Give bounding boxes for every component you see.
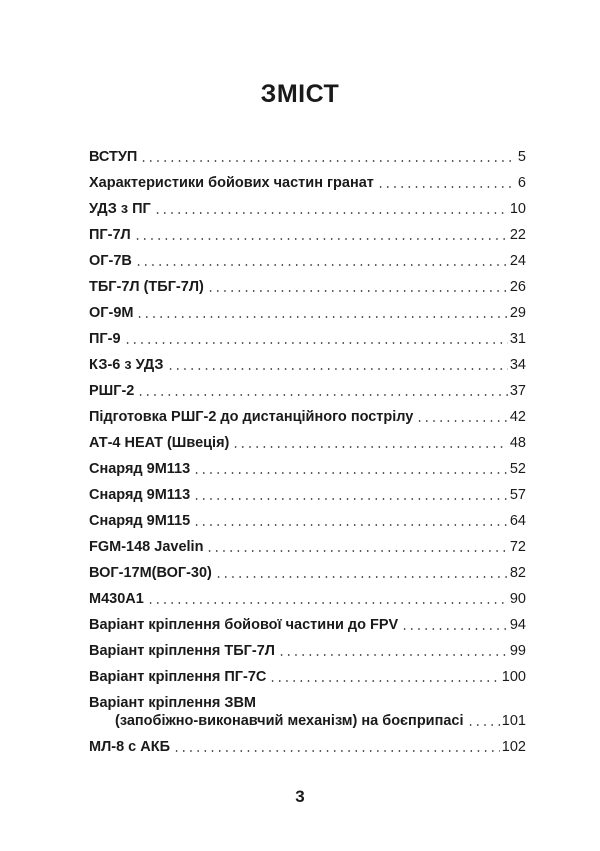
toc-entry-label: ОГ-9М [89,305,134,321]
toc-entry-label: АТ-4 HEAT (Швеція) [89,435,230,451]
dot-leader [140,160,512,162]
dot-leader [167,368,508,370]
toc-entry-label: Снаряд 9М113 [89,461,191,477]
toc-entry-label: FGM-148 Javelin [89,539,204,555]
toc-entry-label: РШГ-2 [89,383,135,399]
dot-leader [207,290,508,292]
dot-leader [193,472,508,474]
toc-entry-page: 31 [509,331,526,347]
toc-entry-label: ПГ-9 [89,331,121,347]
dot-leader [147,602,508,604]
dot-leader [416,420,507,422]
toc-entry-label: Варіант кріплення бойової частини до FPV [89,617,399,633]
dot-leader [173,750,500,752]
page-number: 3 [295,787,305,806]
toc-entry[interactable] [89,140,526,166]
toc-entry-label: Підготовка РШГ-2 до дистанційного пострілу [89,409,414,425]
dot-leader [215,576,508,578]
toc-entry-page: 5 [517,149,526,165]
toc-entry-page: 64 [509,513,526,529]
toc-entry-page: 82 [509,565,526,581]
dot-leader [206,550,507,552]
toc-entry[interactable] [89,634,526,660]
toc-entry-label-continued: (запобіжно-виконавчий механізм) на боєприпасі [115,713,464,729]
toc-entry-page: 37 [509,383,526,399]
toc-entry-label: ВОГ-17М(ВОГ-30) [89,565,212,581]
toc-entry-label-block [89,694,464,730]
dot-leader [134,238,508,240]
toc-entry-label: Варіант кріплення ЗВМ [89,695,256,711]
toc-entry[interactable] [89,530,526,556]
toc-entry[interactable] [89,504,526,530]
toc-entry[interactable] [89,426,526,452]
toc-entry-page: 6 [517,175,526,191]
toc-entry[interactable] [89,244,526,270]
toc-entry[interactable] [89,348,526,374]
toc-entry-label: КЗ-6 з УДЗ [89,357,164,373]
toc-entry[interactable] [89,556,526,582]
toc-entry-page: 72 [509,539,526,555]
toc-entry-page: 90 [509,591,526,607]
toc-entry-label: ВСТУП [89,149,138,165]
page-title: ЗМІСТ [260,80,340,108]
toc-entry[interactable] [89,270,526,296]
toc-entry-page: 24 [509,253,526,269]
dot-leader [278,654,508,656]
toc-entry-page: 29 [509,305,526,321]
toc-entry-label: Снаряд 9М115 [89,513,191,529]
toc-entry-label: Варіант кріплення ПГ-7С [89,669,267,685]
toc-entry[interactable] [89,660,526,686]
toc-entry-page: 94 [509,617,526,633]
dot-leader [401,628,508,630]
toc-entry-page: 57 [509,487,526,503]
toc-entry-page: 22 [509,227,526,243]
dot-leader [377,186,512,188]
toc-entry-page: 26 [509,279,526,295]
toc-entry-page: 99 [509,643,526,659]
toc-entry[interactable] [89,730,526,756]
dot-leader [232,446,507,448]
dot-leader [135,264,508,266]
toc-entry-page: 42 [509,409,526,425]
toc-entry-label: Снаряд 9М113 [89,487,191,503]
dot-leader [124,342,508,344]
table-of-contents [89,140,526,756]
toc-entry[interactable] [89,582,526,608]
toc-entry-page: 34 [509,357,526,373]
toc-entry-label: Варіант кріплення ТБГ-7Л [89,643,275,659]
toc-entry-page: 10 [509,201,526,217]
dot-leader [154,212,508,214]
toc-entry[interactable] [89,192,526,218]
dot-leader [193,524,508,526]
toc-entry-label: ПГ-7Л [89,227,131,243]
toc-entry[interactable] [89,296,526,322]
toc-entry[interactable] [89,608,526,634]
toc-entry-label: ОГ-7В [89,253,132,269]
toc-entry[interactable] [89,686,526,730]
toc-entry-page: 52 [509,461,526,477]
toc-entry-page: 102 [501,739,526,755]
toc-entry[interactable] [89,322,526,348]
toc-entry-label: М430А1 [89,591,144,607]
toc-entry[interactable] [89,218,526,244]
dot-leader [193,498,508,500]
dot-leader [269,680,499,682]
toc-entry[interactable] [89,400,526,426]
toc-entry-page: 100 [501,669,526,685]
toc-entry[interactable] [89,166,526,192]
toc-entry[interactable] [89,374,526,400]
toc-entry-label: УДЗ з ПГ [89,201,151,217]
toc-entry-label: ТБГ-7Л (ТБГ-7Л) [89,279,204,295]
toc-entry-page: 48 [509,435,526,451]
toc-entry-label: Характеристики бойових частин гранат [89,175,374,191]
toc-entry[interactable] [89,452,526,478]
toc-entry-page: 101 [501,713,526,729]
dot-leader [137,394,508,396]
dot-leader [467,724,500,726]
dot-leader [136,316,507,318]
toc-entry[interactable] [89,478,526,504]
toc-entry-label: МЛ-8 с АКБ [89,739,171,755]
